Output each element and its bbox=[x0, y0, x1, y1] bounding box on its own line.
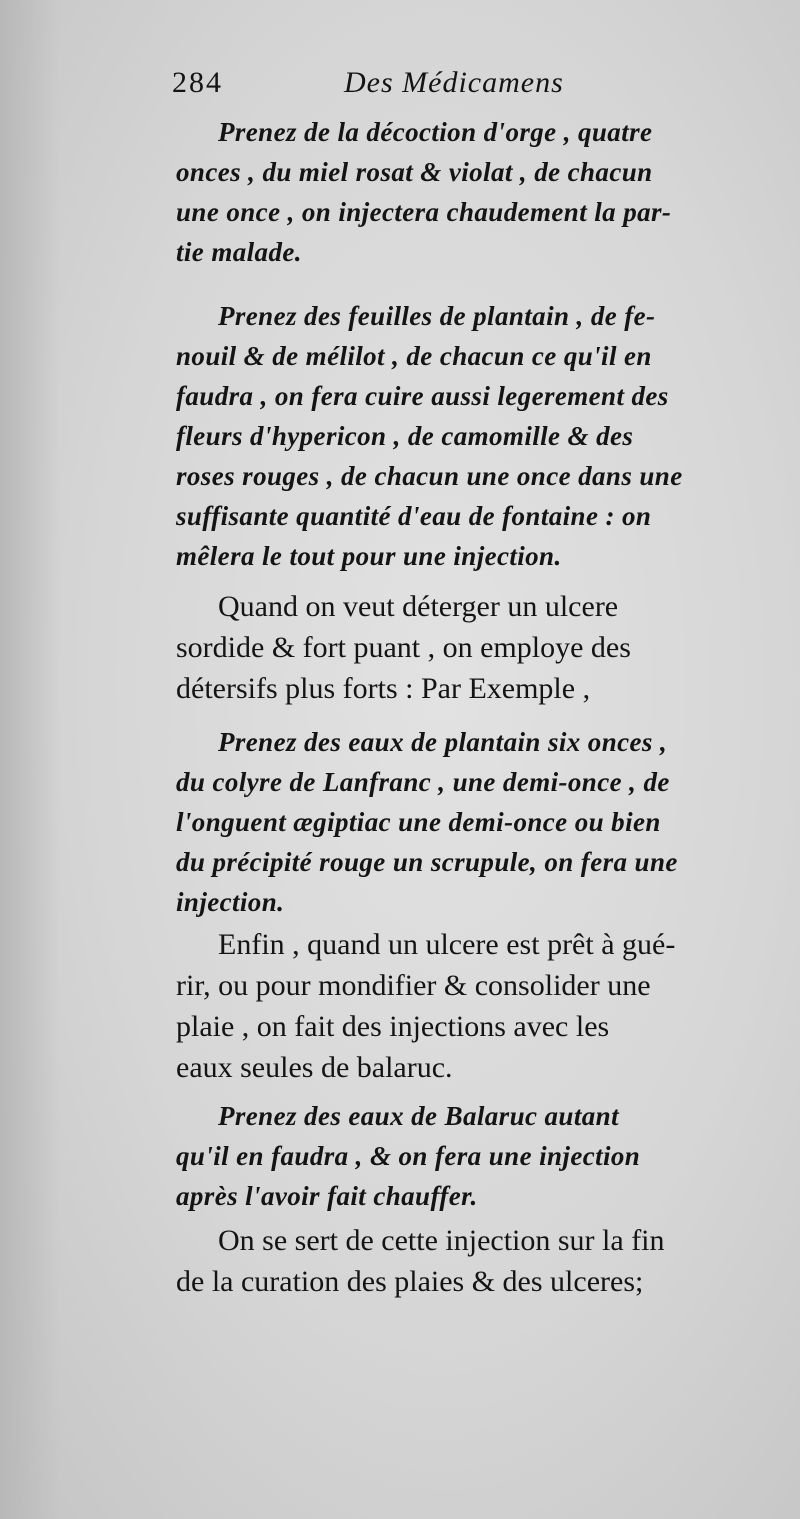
page-header bbox=[172, 62, 772, 106]
text-line: rir, ou pour mondifier & consolider une bbox=[176, 969, 651, 1002]
running-title: Des Médicamens bbox=[344, 66, 564, 99]
text-line: de la curation des plaies & des ulceres; bbox=[176, 1265, 644, 1298]
text-line: roses rouges , de chacun une once dans une bbox=[176, 461, 683, 491]
recipe-paragraph-2 bbox=[176, 296, 766, 576]
text-line: sordide & fort puant , on employe des bbox=[176, 631, 631, 664]
text-line: suffisante quantité d'eau de fontaine : on bbox=[176, 501, 652, 531]
body-paragraph-1 bbox=[176, 586, 766, 709]
text-line: eaux seules de balaruc. bbox=[176, 1051, 453, 1084]
page-number: 284 bbox=[172, 66, 223, 99]
text-line: onces , du miel rosat & violat , de chacun bbox=[176, 157, 653, 187]
text-line: fleurs d'hypericon , de camomille & des bbox=[176, 421, 634, 451]
text-line: Enfin , quand un ulcere est prêt à gué- bbox=[218, 928, 676, 961]
body-paragraph-2 bbox=[176, 924, 766, 1088]
body-paragraph-3 bbox=[176, 1220, 766, 1302]
text-line: nouil & de mélilot , de chacun ce qu'il en bbox=[176, 341, 652, 371]
text-line: Prenez des feuilles de plantain , de fe- bbox=[218, 301, 656, 331]
text-line: tie malade. bbox=[176, 237, 302, 267]
text-line: du précipité rouge un scrupule, on fera une bbox=[176, 847, 678, 877]
text-line: l'onguent ægiptiac une demi-once ou bien bbox=[176, 807, 661, 837]
recipe-paragraph-3 bbox=[176, 722, 766, 922]
text-line: Prenez de la décoction d'orge , quatre bbox=[218, 117, 653, 147]
text-line: plaie , on fait des injections avec les bbox=[176, 1010, 610, 1043]
text-line: On se sert de cette injection sur la fin bbox=[218, 1224, 665, 1257]
text-line: Prenez des eaux de Balaruc autant bbox=[218, 1101, 619, 1131]
text-line: mêlera le tout pour une injection. bbox=[176, 541, 562, 571]
text-line: injection. bbox=[176, 887, 285, 917]
text-line: après l'avoir fait chauffer. bbox=[176, 1181, 478, 1211]
text-line: une once , on injectera chaudement la par- bbox=[176, 197, 672, 227]
recipe-paragraph-4 bbox=[176, 1096, 766, 1216]
text-line: faudra , on fera cuire aussi legerement des bbox=[176, 381, 669, 411]
recipe-paragraph-1 bbox=[176, 112, 766, 272]
text-line: qu'il en faudra , & on fera une injection bbox=[176, 1141, 641, 1171]
text-line: Quand on veut déterger un ulcere bbox=[218, 590, 619, 623]
text-line: Prenez des eaux de plantain six onces , bbox=[218, 727, 668, 757]
page-gutter-shadow bbox=[0, 0, 60, 1519]
text-line: détersifs plus forts : Par Exemple , bbox=[176, 672, 591, 705]
text-line: du colyre de Lanfranc , une demi-once , de bbox=[176, 767, 670, 797]
